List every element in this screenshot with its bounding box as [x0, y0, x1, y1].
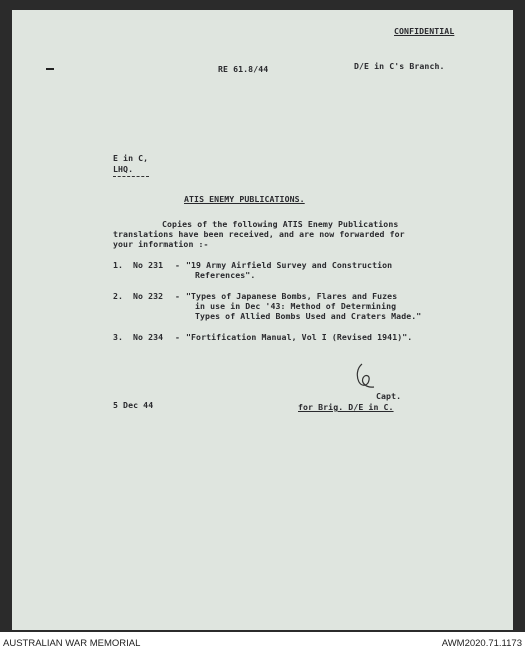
sender-branch: D/E in C's Branch. [354, 61, 445, 71]
recipient-underline [113, 176, 149, 177]
recipient-line-1: E in C, [113, 153, 149, 163]
item-title-line-1: "Fortification Manual, Vol I (Revised 1941)". [186, 332, 413, 342]
item-dash: - [175, 260, 181, 270]
subject-heading: ATIS ENEMY PUBLICATIONS. [184, 194, 305, 204]
item-number: 1. [113, 260, 124, 270]
signatory-rank: Capt. [376, 391, 402, 401]
document-page [12, 10, 513, 630]
recipient-line-2: LHQ. [113, 164, 134, 174]
classification-label: CONFIDENTIAL [394, 26, 455, 36]
item-publication-no: No 232 [133, 291, 164, 301]
item-title-line-2: in use in Dec '43: Method of Determining [195, 301, 397, 311]
item-dash: - [175, 332, 181, 342]
item-title-line-1: "Types of Japanese Bombs, Flares and Fuzes [186, 291, 398, 301]
body-line-2: translations have been received, and are now forwarded for [113, 229, 405, 239]
item-title-line-3: Types of Allied Bombs Used and Craters Made." [195, 311, 422, 321]
body-line-1: Copies of the following ATIS Enemy Publications [162, 219, 399, 229]
footer-source: AUSTRALIAN WAR MEMORIAL [3, 638, 141, 649]
item-title-line-1: "19 Army Airfield Survey and Construction [186, 260, 393, 270]
footer-accession-number: AWM2020.71.1173 [441, 638, 522, 649]
signature-block: for Brig. D/E in C. [298, 402, 394, 412]
item-dash: - [175, 291, 181, 301]
date: 5 Dec 44 [113, 400, 154, 410]
item-publication-no: No 234 [133, 332, 164, 342]
item-number: 2. [113, 291, 124, 301]
item-number: 3. [113, 332, 124, 342]
item-title-line-2: References". [195, 270, 256, 280]
item-publication-no: No 231 [133, 260, 164, 270]
reference-number: RE 61.8/44 [218, 64, 269, 74]
handwritten-signature [348, 360, 382, 392]
footer-bar [0, 632, 525, 653]
body-line-3: your information :- [113, 239, 209, 249]
hole-punch-mark [46, 68, 54, 70]
